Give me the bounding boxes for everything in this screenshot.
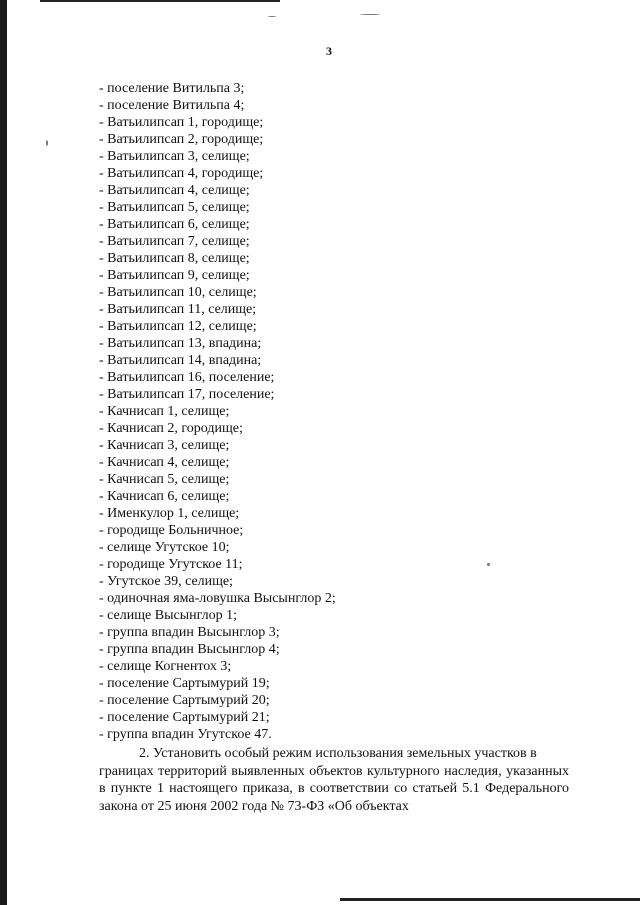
scan-speck — [360, 14, 380, 15]
list-item: - селище Высынглор 1; — [99, 608, 237, 623]
scan-speck — [487, 563, 490, 566]
list-item: - группа впадин Высынглор 4; — [99, 642, 280, 657]
list-item: - Ватьилипсап 7, селище; — [99, 234, 250, 249]
list-item: - поселение Сартымурий 19; — [99, 676, 270, 691]
paragraph-line: границах территорий выявленных объектов культурного наследия, — [99, 763, 502, 779]
list-item: - городище Угутское 11; — [99, 557, 243, 572]
list-item: - Ватьилипсап 8, селище; — [99, 251, 250, 266]
list-item: - группа впадин Угутское 47. — [99, 727, 272, 742]
scan-bottom-rule — [340, 898, 640, 901]
list-item: - поселение Сартымурий 20; — [99, 693, 270, 708]
list-item: - Ватьилипсап 4, городище; — [99, 166, 264, 181]
list-item: - Ватьилипсап 6, селище; — [99, 217, 250, 232]
list-item: - Ватьилипсап 3, селище; — [99, 149, 250, 164]
list-item: - Ватьилипсап 17, поселение; — [99, 387, 275, 402]
list-item: - селище Когнентох 3; — [99, 659, 232, 674]
scan-top-rule — [40, 0, 280, 2]
scan-speck — [46, 140, 48, 146]
list-item: - Качнисап 4, селище; — [99, 455, 230, 470]
scan-left-edge — [0, 0, 7, 905]
list-item: - одиночная яма-ловушка Высынглор 2; — [99, 591, 336, 606]
heritage-object-list — [99, 80, 336, 743]
list-item: - Ватьилипсап 4, селище; — [99, 183, 250, 198]
paragraph-2 — [99, 745, 569, 815]
list-item: - группа впадин Высынглор 3; — [99, 625, 280, 640]
list-item: - Именкулор 1, селище; — [99, 506, 240, 521]
list-item: - городище Больничное; — [99, 523, 244, 538]
list-item: - Ватьилипсап 2, городище; — [99, 132, 264, 147]
paragraph-line: Федерального закона от 25 июня 2002 года № 73-ФЗ «Об объектах — [99, 781, 570, 814]
list-item: - Качнисап 1, селище; — [99, 404, 230, 419]
paragraph-line: указанных в пункте 1 настоящего приказа, в соответствии со статьей 5.1 — [99, 763, 570, 796]
list-item: - Ватьилипсап 11, селище; — [99, 302, 257, 317]
list-item: - поселение Витильпа 4; — [99, 98, 245, 113]
paragraph-line: 2. Установить особый режим использования земельных участков в — [139, 746, 537, 761]
list-item: - Качнисап 2, городище; — [99, 421, 243, 436]
list-item: - Ватьилипсап 12, селище; — [99, 319, 257, 334]
list-item: - Ватьилипсап 5, селище; — [99, 200, 250, 215]
list-item: - поселение Сартымурий 21; — [99, 710, 270, 725]
list-item: - Ватьилипсап 1, городище; — [99, 115, 264, 130]
list-item: - Ватьилипсап 13, впадина; — [99, 336, 262, 351]
list-item: - Угутское 39, селище; — [99, 574, 234, 589]
list-item: - Качнисап 6, селище; — [99, 489, 230, 504]
list-item: - Ватьилипсап 14, впадина; — [99, 353, 262, 368]
list-item: - поселение Витильпа 3; — [99, 81, 245, 96]
scan-speck — [268, 16, 276, 17]
page-number: 3 — [326, 44, 332, 58]
list-item: - Ватьилипсап 9, селище; — [99, 268, 250, 283]
list-item: - Качнисап 3, селище; — [99, 438, 230, 453]
list-item: - Ватьилипсап 16, поселение; — [99, 370, 275, 385]
list-item: - селище Угутское 10; — [99, 540, 230, 555]
list-item: - Ватьилипсап 10, селище; — [99, 285, 257, 300]
list-item: - Качнисап 5, селище; — [99, 472, 230, 487]
